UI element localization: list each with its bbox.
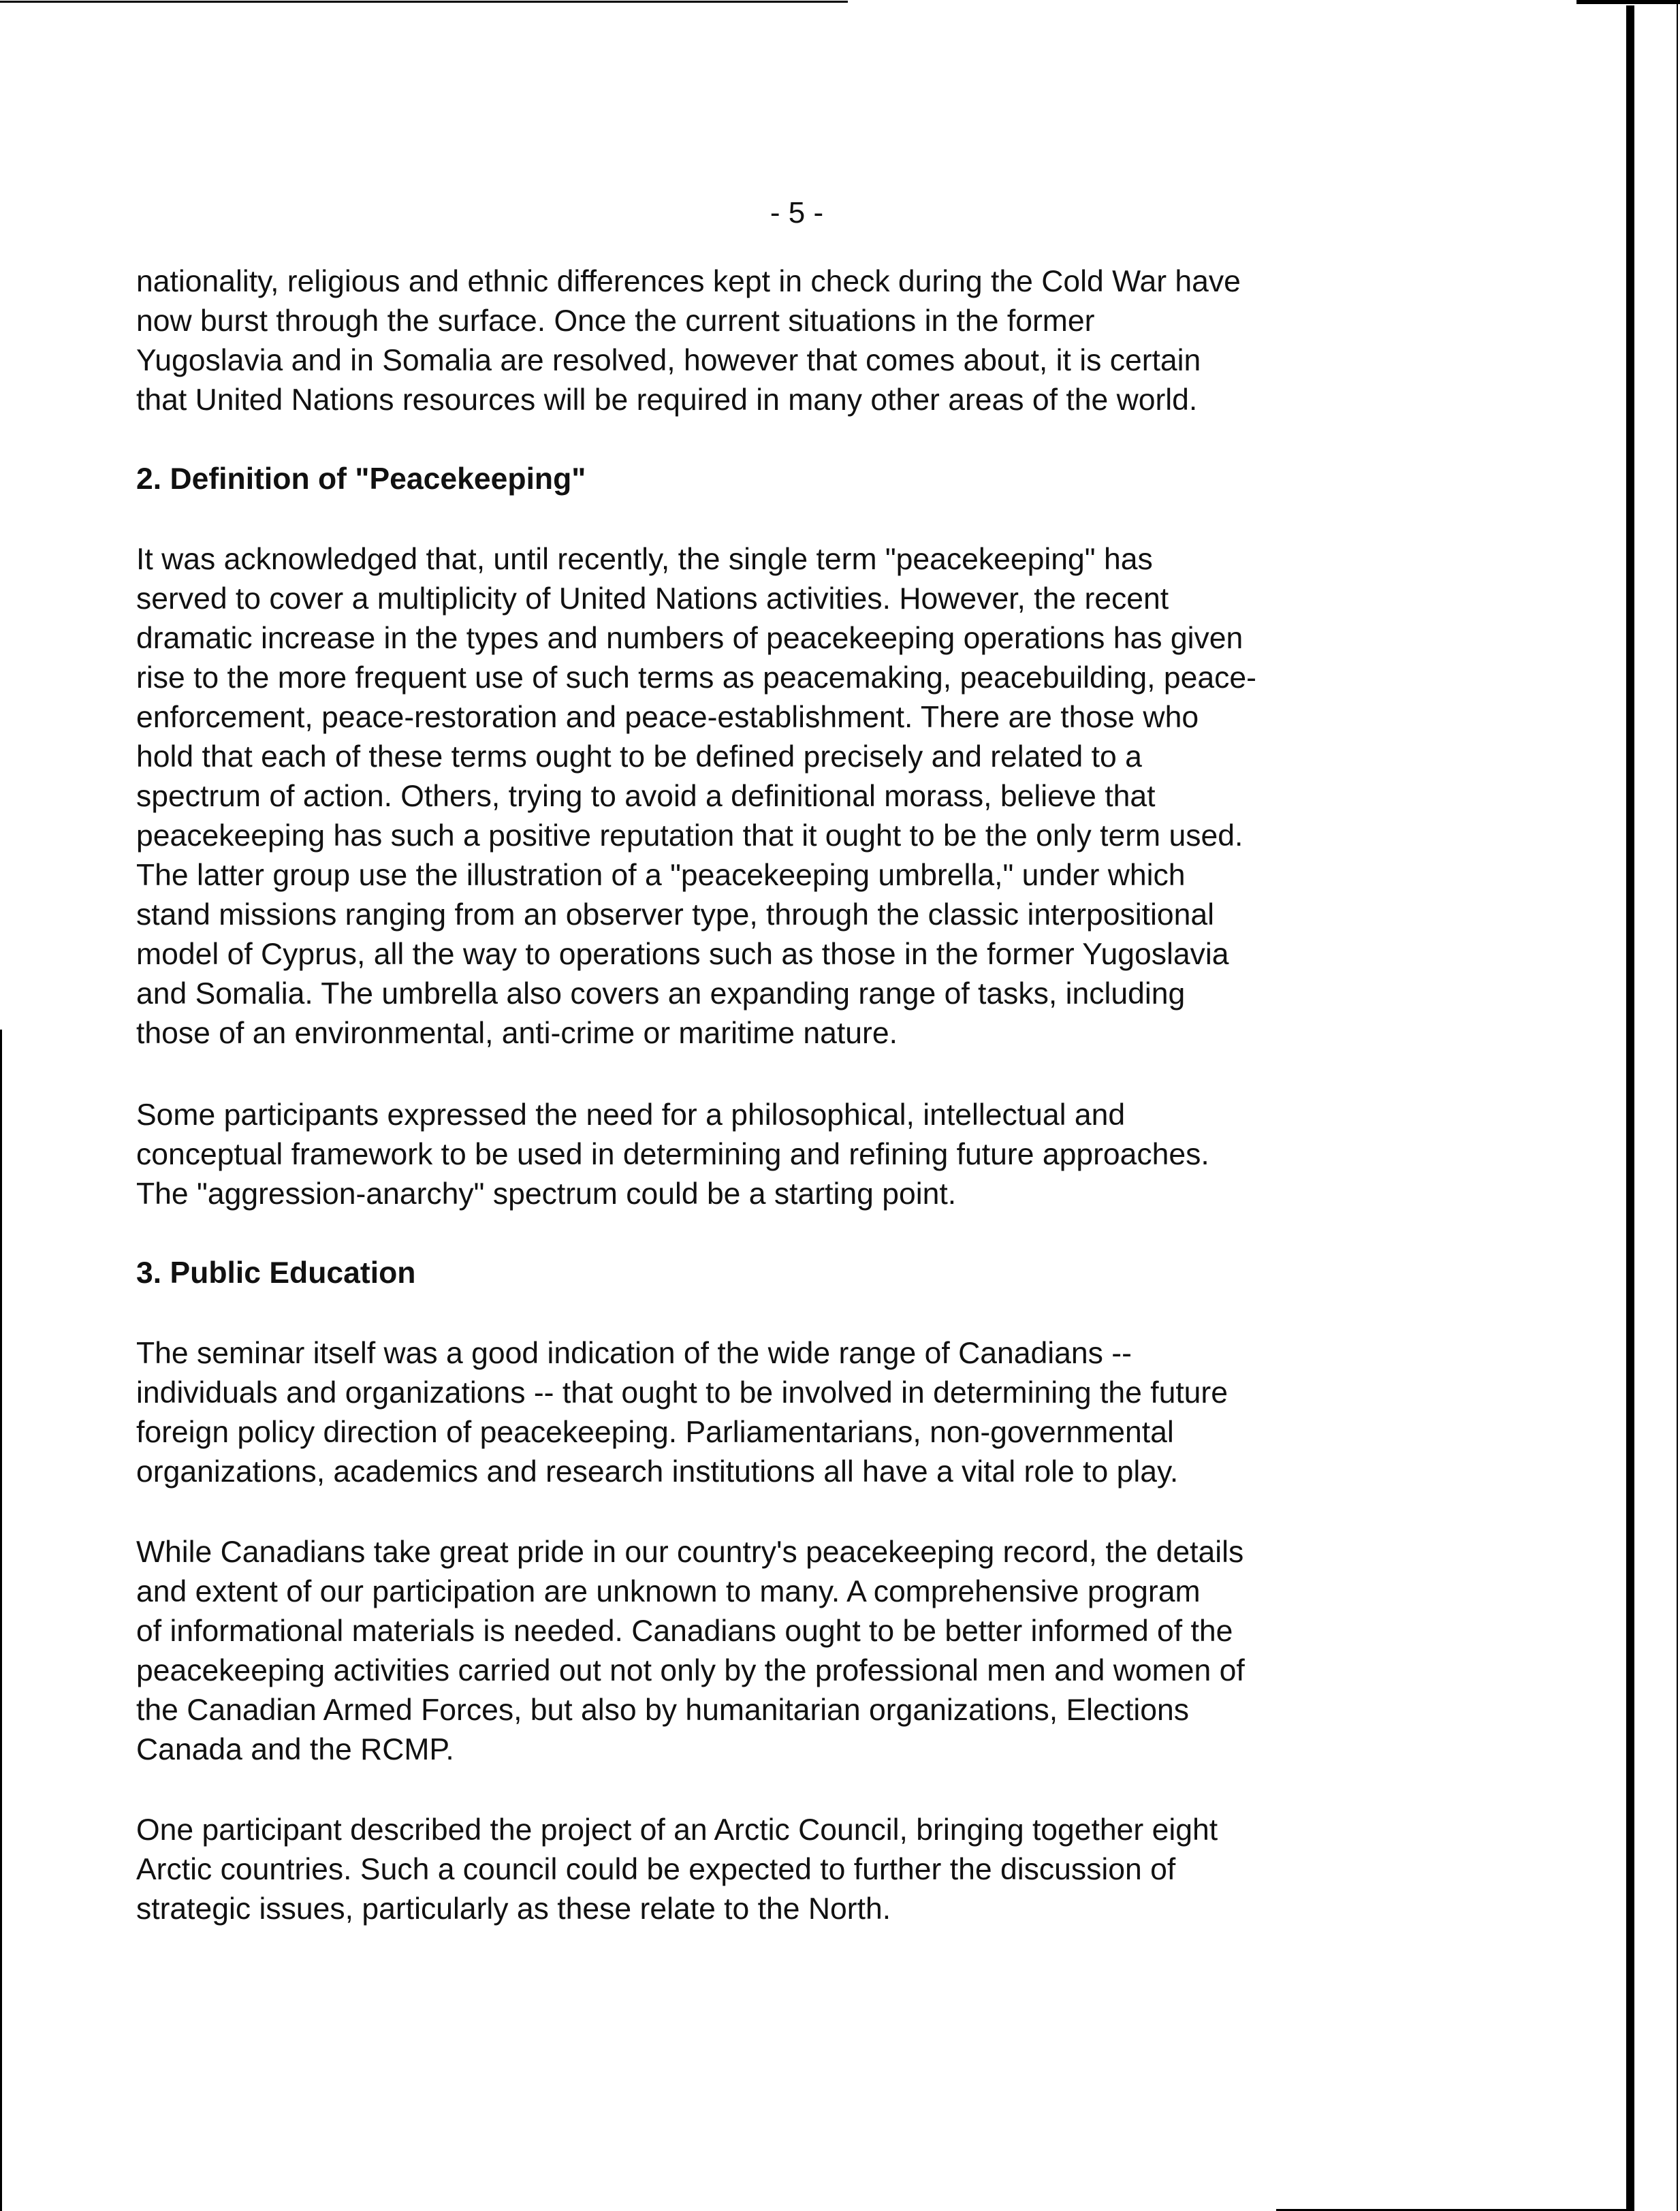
paragraph-line: individuals and organizations -- that ought to be involved in determining the future [136, 1376, 1228, 1410]
paragraph-line: of informational materials is needed. Canadians ought to be better informed of the [136, 1614, 1233, 1648]
paragraph-line: Arctic countries. Such a council could be expected to further the discussion of [136, 1853, 1176, 1886]
section-heading: 3. Public Education [136, 1256, 416, 1290]
paragraph-line: model of Cyprus, all the way to operations such as those in the former Yugoslavia [136, 938, 1229, 971]
paragraph-line: peacekeeping has such a positive reputation that it ought to be the only term used. [136, 819, 1243, 853]
page-number: - 5 - [770, 196, 824, 229]
paragraph-line: peacekeeping activities carried out not only by the professional men and women of [136, 1654, 1245, 1687]
paragraph-line: strategic issues, particularly as these relate to the North. [136, 1892, 891, 1926]
paragraph-line: enforcement, peace-restoration and peace-establishment. There are those who [136, 701, 1199, 734]
paragraph-line: The seminar itself was a good indication of the wide range of Canadians -- [136, 1337, 1132, 1370]
paragraph-line: conceptual framework to be used in determining and refining future approaches. [136, 1138, 1209, 1171]
paragraph-line: foreign policy direction of peacekeeping. Parliamentarians, non-governmental [136, 1416, 1174, 1449]
paragraph-line: that United Nations resources will be required in many other areas of the world. [136, 383, 1198, 417]
paragraph-line: Yugoslavia and in Somalia are resolved, however that comes about, it is certain [136, 344, 1201, 377]
paragraph-line: dramatic increase in the types and numbers of peacekeeping operations has given [136, 622, 1243, 655]
paragraph-line: and Somalia. The umbrella also covers an expanding range of tasks, including [136, 977, 1186, 1011]
paragraph-line: rise to the more frequent use of such terms as peacemaking, peacebuilding, peace- [136, 661, 1256, 695]
paragraph-line: It was acknowledged that, until recently, the single term "peacekeeping" has [136, 543, 1153, 576]
paragraph-line: While Canadians take great pride in our country's peacekeeping record, the details [136, 1536, 1244, 1569]
paragraph-line: and extent of our participation are unknown to many. A comprehensive program [136, 1575, 1201, 1608]
paragraph-line: now burst through the surface. Once the current situations in the former [136, 304, 1095, 338]
right-scan-bar [1626, 5, 1634, 2211]
paragraph-line: nationality, religious and ethnic differences kept in check during the Cold War have [136, 265, 1241, 298]
paragraph-line: Canada and the RCMP. [136, 1733, 454, 1766]
section-heading: 2. Definition of "Peacekeeping" [136, 462, 586, 496]
paragraph-line: organizations, academics and research institutions all have a vital role to play. [136, 1455, 1179, 1489]
paragraph-line: stand missions ranging from an observer type, through the classic interpositional [136, 898, 1215, 932]
paragraph-line: Some participants expressed the need for a philosophical, intellectual and [136, 1098, 1126, 1132]
paragraph-line: the Canadian Armed Forces, but also by humanitarian organizations, Elections [136, 1693, 1190, 1727]
paragraph-line: spectrum of action. Others, trying to avoid a definitional morass, believe that [136, 780, 1156, 813]
top-left-scan-edge [0, 1, 848, 3]
paragraph-line: those of an environmental, anti-crime or maritime nature. [136, 1017, 898, 1050]
paragraph-line: The latter group use the illustration of a "peacekeeping umbrella," under which [136, 859, 1186, 892]
right-thin-edge [1677, 0, 1678, 2211]
left-scan-edge [0, 1030, 2, 2211]
paragraph-line: One participant described the project of an Arctic Council, bringing together eight [136, 1813, 1218, 1847]
paragraph-line: The "aggression-anarchy" spectrum could be a starting point. [136, 1177, 957, 1211]
paragraph-line: served to cover a multiplicity of United Nations activities. However, the recent [136, 582, 1169, 616]
paragraph-line: hold that each of these terms ought to be defined precisely and related to a [136, 740, 1142, 774]
top-right-scan-edge [1576, 0, 1680, 4]
